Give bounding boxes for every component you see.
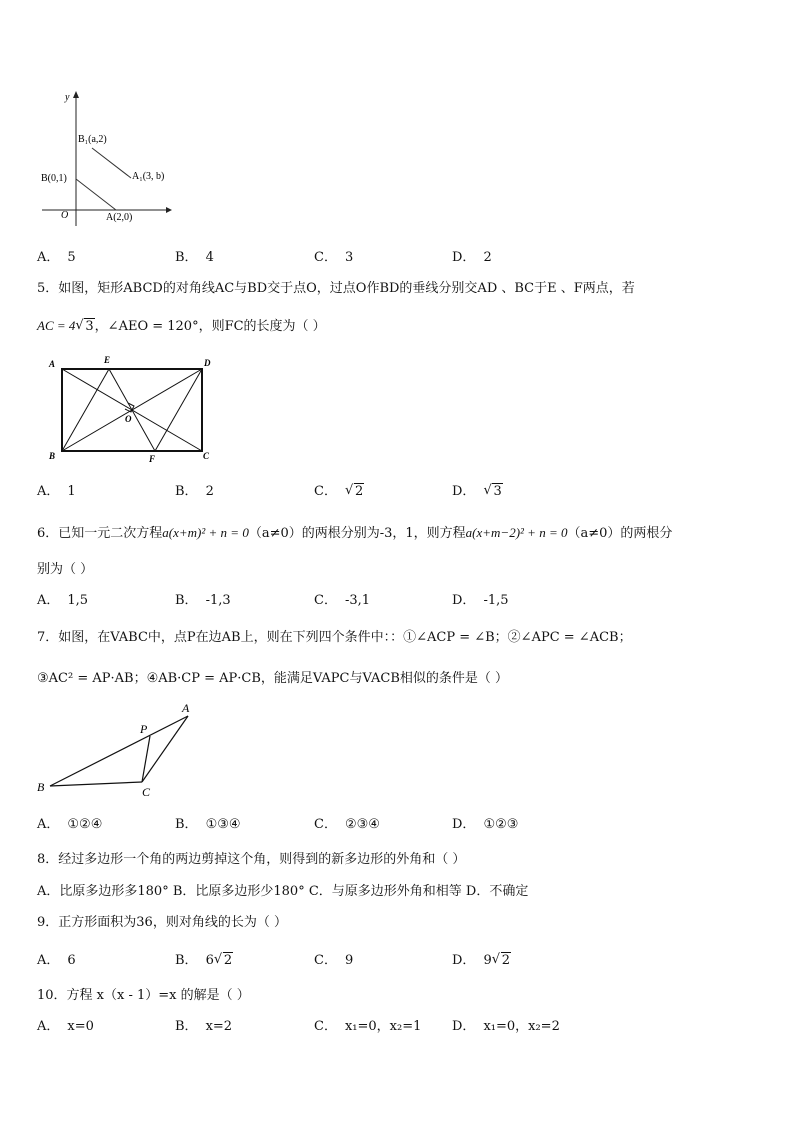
- q10-option-b[interactable]: [175, 1017, 232, 1037]
- option-value: 3: [344, 250, 354, 265]
- q9-option-c[interactable]: [314, 951, 353, 971]
- option-letter: D．: [452, 250, 476, 265]
- option-letter: C．: [314, 1019, 337, 1034]
- option-value: 9: [344, 953, 354, 968]
- q4-fig-b-label: B(0,1): [41, 173, 67, 184]
- q4-option-c[interactable]: [314, 248, 353, 268]
- q5-stem-rest: ，∠AEO = 120°，则FC的长度为（ ）: [94, 319, 326, 334]
- option-letter: B．: [175, 593, 198, 608]
- q5-option-c[interactable]: [314, 482, 364, 502]
- q7-stem-line1: 7．如图，在VABC中，点P在边AB上，则在下列四个条件中：：①∠ACP = ∠B；②∠APC = ∠ACB；: [37, 630, 632, 645]
- q4-coordinate-figure: [36, 88, 176, 228]
- q7-option-a[interactable]: [37, 815, 102, 835]
- q7-fig-p-label: P: [140, 722, 148, 736]
- q5-option-d[interactable]: [452, 482, 503, 502]
- option-value: ②③④: [344, 817, 380, 832]
- sqrt: [214, 951, 233, 971]
- option-value: 5: [67, 250, 76, 265]
- sqrt: [483, 482, 502, 502]
- q6-equation-1: a(x+m)² + n = 0: [162, 525, 249, 540]
- q10-option-c[interactable]: [314, 1017, 421, 1037]
- q6-equation-2: a(x+m−2)² + n = 0: [465, 525, 568, 540]
- q4-fig-a1-label: A₁(3, b): [132, 171, 165, 182]
- option-value: -1,5: [483, 593, 509, 608]
- q5-ac-expression: AC = 4: [37, 318, 76, 333]
- option-coefficient: 6: [205, 953, 214, 968]
- q4-option-b[interactable]: [175, 248, 214, 268]
- option-value: 1: [67, 484, 76, 499]
- q7-option-d[interactable]: [452, 815, 518, 835]
- q7-stem-line2: ③AC² = AP·AB；④AB·CP = AP·CB，能满足VAPC与VACB相似的条件是（ ）: [37, 671, 509, 686]
- q7-triangle-figure: [34, 698, 204, 802]
- option-letter: B．: [175, 1019, 198, 1034]
- q5-fig-d-label: D: [204, 358, 211, 368]
- q10-stem: 10．方程 x（x - 1）=x 的解是（ ）: [37, 988, 250, 1003]
- option-value: 2: [501, 953, 510, 968]
- option-letter: C．: [314, 817, 337, 832]
- q10-option-d[interactable]: [452, 1017, 560, 1037]
- q7-option-c[interactable]: [314, 815, 380, 835]
- option-value: -3,1: [344, 593, 371, 608]
- option-value: 6: [67, 953, 76, 968]
- sqrt: [492, 951, 511, 971]
- q5-fig-f-label: F: [149, 454, 156, 464]
- option-value: x₁=0，x₂=2: [483, 1019, 560, 1034]
- option-value: x=2: [205, 1019, 233, 1034]
- option-value: ①②④: [67, 817, 103, 832]
- option-letter: D．: [452, 593, 476, 608]
- option-value: 4: [205, 250, 214, 265]
- q6-stem-part: 6．已知一元二次方程: [37, 526, 163, 541]
- q6-option-b[interactable]: [175, 591, 231, 611]
- option-value: 2: [223, 953, 233, 968]
- option-value: ①②③: [483, 817, 519, 832]
- option-letter: B．: [175, 250, 198, 265]
- option-letter: A．: [37, 953, 60, 968]
- q6-option-a[interactable]: [37, 591, 88, 611]
- option-value: 2: [483, 250, 492, 265]
- option-value: 2: [205, 484, 214, 499]
- q7-fig-b-label: B: [37, 780, 45, 794]
- q10-option-a[interactable]: [37, 1017, 94, 1037]
- q6-stem-line2: 别为（ ）: [37, 562, 94, 577]
- option-value: -1,3: [205, 593, 231, 608]
- option-value: x=0: [67, 1019, 94, 1034]
- q5-fig-o-label: O: [125, 414, 132, 424]
- q6-stem-part: （a≠0）的两根分: [567, 526, 673, 541]
- option-value: 1,5: [67, 593, 89, 608]
- q5-sqrt: [75, 317, 94, 337]
- option-coefficient: 9: [483, 953, 492, 968]
- q4-fig-y-label: y: [65, 92, 70, 103]
- q5-fig-e-label: E: [104, 355, 111, 365]
- option-letter: B．: [175, 484, 198, 499]
- q9-option-d[interactable]: [452, 951, 511, 971]
- option-letter: C．: [314, 593, 337, 608]
- q5-radicand: 3: [85, 319, 94, 334]
- option-letter: A．: [37, 593, 60, 608]
- option-letter: B．: [175, 953, 198, 968]
- q4-fig-a-label: A(2,0): [106, 212, 133, 223]
- q7-option-b[interactable]: [175, 815, 241, 835]
- sqrt: [345, 482, 364, 502]
- option-letter: A．: [37, 250, 60, 265]
- q5-option-b[interactable]: [175, 482, 214, 502]
- q5-fig-b-label: B: [49, 451, 56, 461]
- q5-fig-a-label: A: [49, 359, 56, 369]
- q4-option-a[interactable]: [37, 248, 76, 268]
- option-value: 3: [493, 484, 502, 499]
- q5-fig-c-label: C: [203, 451, 210, 461]
- option-letter: A．: [37, 817, 60, 832]
- option-letter: C．: [314, 484, 337, 499]
- q6-stem-part: （a≠0）的两根分别为-3，1，则方程: [248, 526, 466, 541]
- option-letter: C．: [314, 953, 337, 968]
- option-letter: B．: [175, 817, 198, 832]
- q4-option-d[interactable]: [452, 248, 492, 268]
- q8-stem: 8．经过多边形一个角的两边剪掉这个角，则得到的新多边形的外角和（ ）: [37, 852, 466, 867]
- option-value: ①③④: [205, 817, 241, 832]
- option-letter: C．: [314, 250, 337, 265]
- option-letter: A．: [37, 484, 60, 499]
- q5-stem-line2: [37, 316, 326, 337]
- q5-option-a[interactable]: [37, 482, 76, 502]
- q6-option-d[interactable]: [452, 591, 509, 611]
- option-letter: D．: [452, 817, 476, 832]
- option-value: x₁=0，x₂=1: [344, 1019, 422, 1034]
- q6-option-c[interactable]: [314, 591, 370, 611]
- option-letter: D．: [452, 484, 476, 499]
- option-letter: D．: [452, 953, 476, 968]
- q8-options[interactable]: A．比原多边形多180° B．比原多边形少180° C．与原多边形外角和相等 D．不确定: [37, 884, 529, 899]
- q4-fig-o-label: O: [61, 210, 69, 221]
- option-letter: D．: [452, 1019, 476, 1034]
- option-letter: A．: [37, 1019, 60, 1034]
- q7-fig-a-label: A: [182, 701, 190, 715]
- option-value: 2: [354, 484, 364, 499]
- q5-rectangle-figure: [44, 354, 224, 466]
- q5-stem-line1: 5．如图，矩形ABCD的对角线AC与BD交于点O，过点O作BD的垂线分别交AD 、BC于E 、F两点，若: [37, 281, 635, 296]
- q9-option-b[interactable]: [175, 951, 233, 971]
- q9-option-a[interactable]: [37, 951, 76, 971]
- q4-fig-b1-label: B₁(a,2): [78, 134, 107, 145]
- q7-fig-c-label: C: [142, 785, 151, 799]
- q9-stem: 9．正方形面积为36，则对角线的长为（ ）: [37, 915, 287, 930]
- q6-stem-line1: [37, 523, 672, 544]
